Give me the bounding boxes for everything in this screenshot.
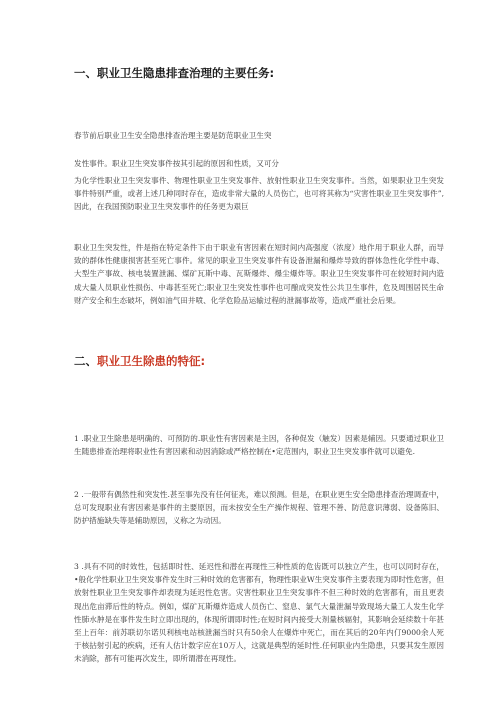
paragraph: 1 .职业卫生除患是明确的、可预防的.职业性有害因素是主因，各种促发（触发）因素是辅因。只要通过职业卫生随患排查治理将职业性有害因素和动因消除或严格控制在•定范围内，职业卫生突发事件就可以避免.	[74, 434, 444, 457]
paragraph: 发性事件。职业卫生突发事件按其引起的原因和性质，又可分	[74, 159, 280, 168]
section-title: 职业卫生隐患排查治理的主要任务:	[97, 66, 275, 80]
paragraph: 3 .具有不同的时效性，包括即时性、延迟性和潜在再现性三种性质的危齿既可以独立产生，也可以同时存在，•般化学性职业卫生突发事件发生时三种时效的危害都有，物理性职业W生突发事件主要表现为即时性危害，但放射性职业卫生突发事件却表现为延迟性危害。灾害性职业卫生突发事件不但三种时效的危害都有，而且更表现出危亩滞后性的特点。例如，煤矿瓦斯爆炸造成人员伤亡、窒息、氯气大量泄漏导致现场大量工人发生化学性肺水肿是在事件发生时立即出现的，体现所谓即时性;在短时间内接受大剂量核辐射，其影响会延续数十年甚至上百年：前苏联切尔诺贝利核电站核泄漏当时只有50余人在爆炸中死亡，而在其后的20年内仃9000余人死于核拈射引起的疾病，还有人估计数字应在10万人，这就是典型的延时性.任何职业内生隐患，只要其发生原因未消除，都有可能再次发生，即所谓潜在再现性。	[74, 562, 444, 664]
section-heading-1	[74, 66, 274, 80]
section-title: 职业卫生除患的特征:	[97, 354, 206, 368]
paragraph: 为化学性职业卫生突发事件、物理性职业卫生突发事件、放射性职业卫生突发事件。当然，如果职业卫生突发事件特别严重，或者上述几种同时存在，造成非常大量的人员伤亡，也可将其称为“灾害性职业卫生突发事件”,因此，在我国预防职业卫生突发事件的任务更为艰巨	[74, 176, 444, 212]
section-number: 一、	[74, 66, 97, 80]
paragraph: 职业卫生突发性，件是指在特定条件下由于职业有害因素在短时间内高强度（浓度）地作用于职业人群，而导致的群体性健康损害甚至死亡事件。常见的职业卫生突发事件有设备泄漏和爆炸导致的群体急性化学性中毒、大型生产事故、核电装置泄漏、煤矿瓦斯中毒、瓦斯爆炸、爆尘爆炸等。职业卫生突发事件可在较短时间内造成大量人员职业性损伤、中毒甚至死亡;职业卫生突发性事件也可酿成突发性公共卫生事件，危及周围居民生命财产安全和生态破坏，例如油气田井喷、化学危险品运输过程的泄漏事故等，造成严重社会后果。	[74, 243, 444, 305]
section-number: 二、	[74, 354, 97, 368]
section-heading-2	[74, 354, 205, 368]
paragraph: 2 .一般带有偶然性和突发性.甚至事先没有任何征兆，难以预测。但是，在职业更生安全隐患排查治理调查中，总可发现职业有害因素是事件的主要原因，而未按安全生产操作规程、管理不善、防范意识薄弱、设备陈旧、防护措施缺失等是辅助原因，义称之为动因。	[74, 490, 444, 526]
paragraph: 春节前后职业卫生安全隐患排查治理主要是防范职业卫生突	[74, 131, 272, 140]
